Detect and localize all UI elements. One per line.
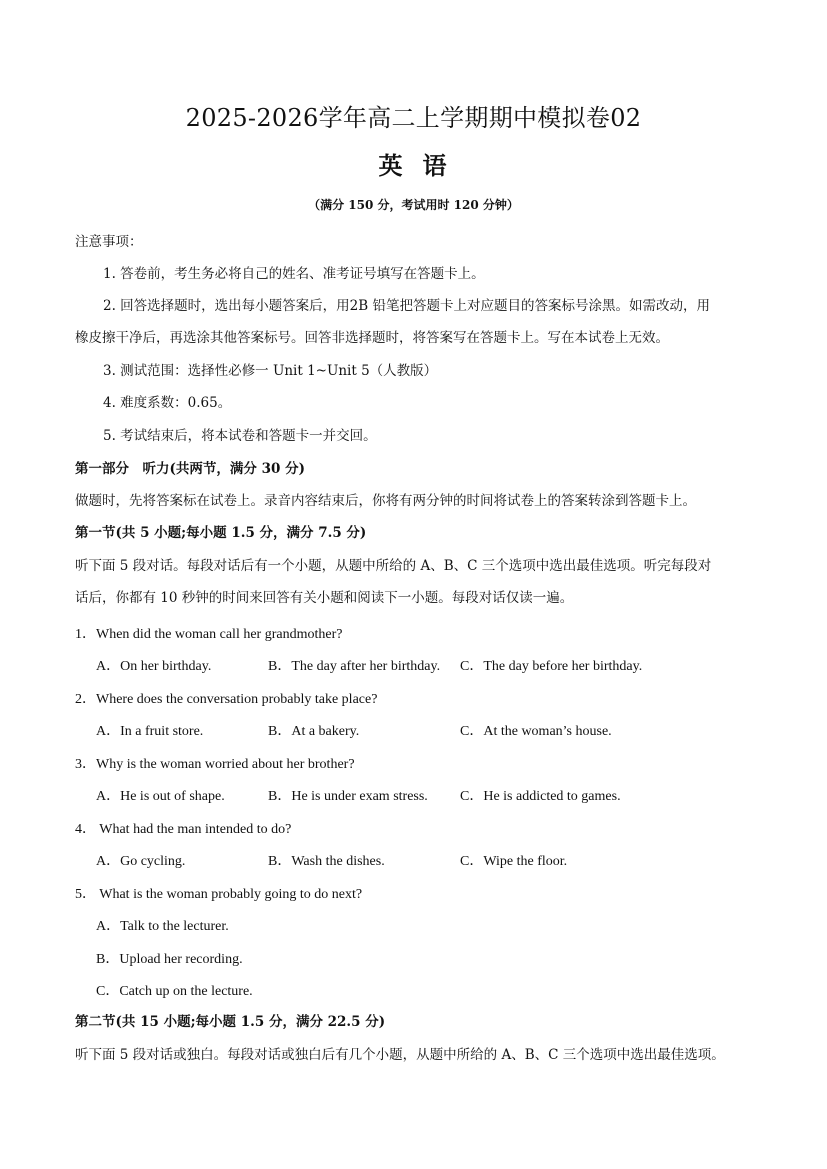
option-c: C．At the woman’s house. (460, 724, 612, 739)
question-stem: 5． What is the woman probably going to do next? (75, 887, 363, 902)
option-c: C．He is addicted to games. (460, 789, 621, 804)
option-c: C．Catch up on the lecture. (96, 984, 253, 999)
option-c: C．The day before her birthday. (460, 659, 643, 674)
notice-item-3: 3. 测试范围：选择性必修一 Unit 1~Unit 5（人教版） (103, 363, 438, 379)
option-a: A．Go cycling. (96, 854, 186, 869)
notice-item-2: 2. 回答选择题时，选出每小题答案后，用2B 铅笔把答题卡上对应题目的答案标号涂黑。如需改动，用 (103, 298, 710, 314)
option-b: B．Wash the dishes. (268, 854, 385, 869)
option-a: A．Talk to the lecturer. (96, 919, 229, 934)
question-stem: 2．Where does the conversation probably take place? (75, 692, 378, 707)
section1-intro-1: 听下面 5 段对话。每段对话后有一个小题，从题中所给的 A、B、C 三个选项中选出最佳选项。听完每段对 (75, 558, 712, 574)
option-a: A．On her birthday. (96, 659, 212, 674)
question-stem: 4． What had the man intended to do? (75, 822, 292, 837)
option-a: A．In a fruit store. (96, 724, 204, 739)
option-c: C．Wipe the floor. (460, 854, 568, 869)
notice-item-1: 1. 答卷前，考生务必将自己的姓名、准考证号填写在答题卡上。 (103, 266, 485, 282)
section2-heading: 第二节(共 15 小题;每小题 1.5 分，满分 22.5 分) (75, 1014, 386, 1030)
option-b: B．At a bakery. (268, 724, 360, 739)
notice-item-5: 5. 考试结束后，将本试卷和答题卡一并交回。 (103, 428, 377, 444)
part1-intro: 做题时，先将答案标在试卷上。录音内容结束后，你将有两分钟的时间将试卷上的答案转涂到答题卡上。 (75, 493, 696, 509)
part1-heading: 第一部分 听力(共两节，满分 30 分) (75, 461, 305, 477)
section2-intro: 听下面 5 段对话或独白。每段对话或独白后有几个小题，从题中所给的 A、B、C 三个选项中选出最佳选项。 (75, 1047, 725, 1063)
exam-title: 2025-2026学年高二上学期期中模拟卷02 (185, 104, 642, 132)
subject-title: 英语 (378, 151, 467, 180)
question-stem: 1．When did the woman call her grandmother? (75, 627, 343, 642)
section1-intro-2: 话后，你都有 10 秒钟的时间来回答有关小题和阅读下一小题。每段对话仅读一遍。 (75, 590, 574, 606)
notice-item-2-cont: 橡皮擦干净后，再选涂其他答案标号。回答非选择题时，将答案写在答题卡上。写在本试卷上无效。 (75, 330, 669, 346)
option-b: B．Upload her recording. (96, 952, 243, 967)
notice-item-4: 4. 难度系数：0.65。 (103, 395, 232, 411)
section1-heading: 第一节(共 5 小题;每小题 1.5 分，满分 7.5 分) (75, 525, 367, 541)
option-b: B．The day after her birthday. (268, 659, 441, 674)
option-a: A．He is out of shape. (96, 789, 225, 804)
score-note: （满分 150 分，考试用时 120 分钟） (308, 198, 519, 212)
option-b: B．He is under exam stress. (268, 789, 428, 804)
question-stem: 3．Why is the woman worried about her brother? (75, 757, 355, 772)
notice-heading: 注意事项： (75, 234, 143, 250)
